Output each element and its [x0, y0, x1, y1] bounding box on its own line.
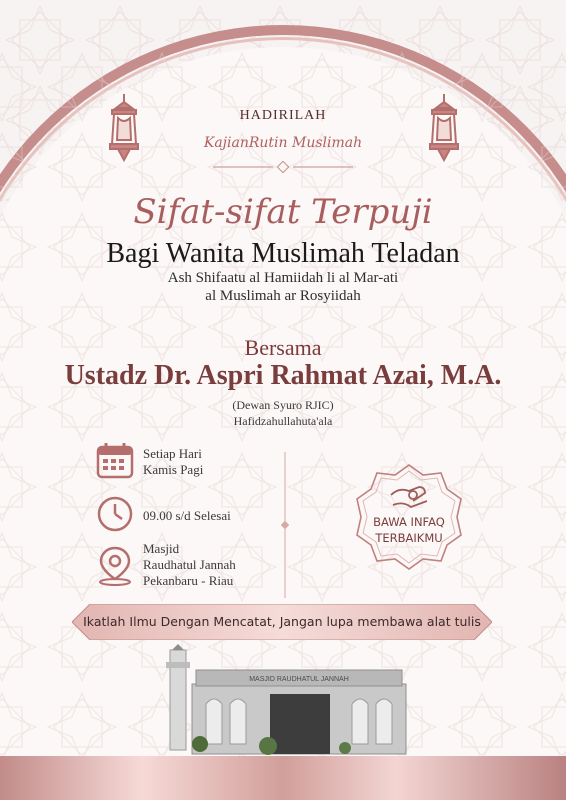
day-line2: Kamis Pagi: [143, 462, 204, 477]
location-pin-icon: [96, 545, 134, 587]
mosque-photo: [0, 644, 566, 764]
vertical-divider: [281, 452, 289, 598]
speaker-honorific: Hafidzahullahuta'ala: [233, 414, 333, 428]
lantern-icon: [424, 94, 464, 174]
kajian-label: KajianRutin Muslimah: [203, 135, 363, 151]
charity-hands-icon: [391, 487, 427, 507]
ornament-divider: [213, 161, 353, 173]
arabic-transliteration-line2: al Muslimah ar Rosyiidah: [205, 288, 361, 304]
time-text: 09.00 s/d Selesai: [143, 508, 231, 523]
mosque-sign: MASJID RAUDHATUL JANNAH: [249, 676, 349, 683]
lantern-icon: [104, 94, 144, 174]
reminder-banner-text: Ikatlah Ilmu Dengan Mencatat, Jangan lupa membawa alat tulis: [83, 614, 481, 629]
infaq-line1: BAWA INFAQ: [373, 515, 445, 529]
calendar-icon: [96, 442, 134, 480]
place-line3: Pekanbaru - Riau: [143, 573, 234, 588]
speaker-name: Ustadz Dr. Aspri Rahmat Azai, M.A.: [64, 360, 502, 391]
main-title: Sifat-sifat Terpuji: [133, 192, 433, 232]
footer-band: [0, 756, 566, 800]
place-line1: Masjid: [143, 541, 180, 556]
arabic-transliteration-line1: Ash Shifaatu al Hamiidah li al Mar-ati: [167, 270, 399, 286]
place-line2: Raudhatul Jannah: [143, 557, 236, 572]
infaq-line2: TERBAIKMU: [375, 531, 443, 545]
speaker-role: (Dewan Syuro RJIC): [232, 398, 334, 412]
hadirilah-label: HADIRILAH: [239, 108, 327, 123]
bersama-label: Bersama: [244, 335, 322, 360]
clock-icon: [96, 495, 134, 533]
day-line1: Setiap Hari: [143, 446, 202, 461]
subtitle: Bagi Wanita Muslimah Teladan: [106, 238, 460, 269]
